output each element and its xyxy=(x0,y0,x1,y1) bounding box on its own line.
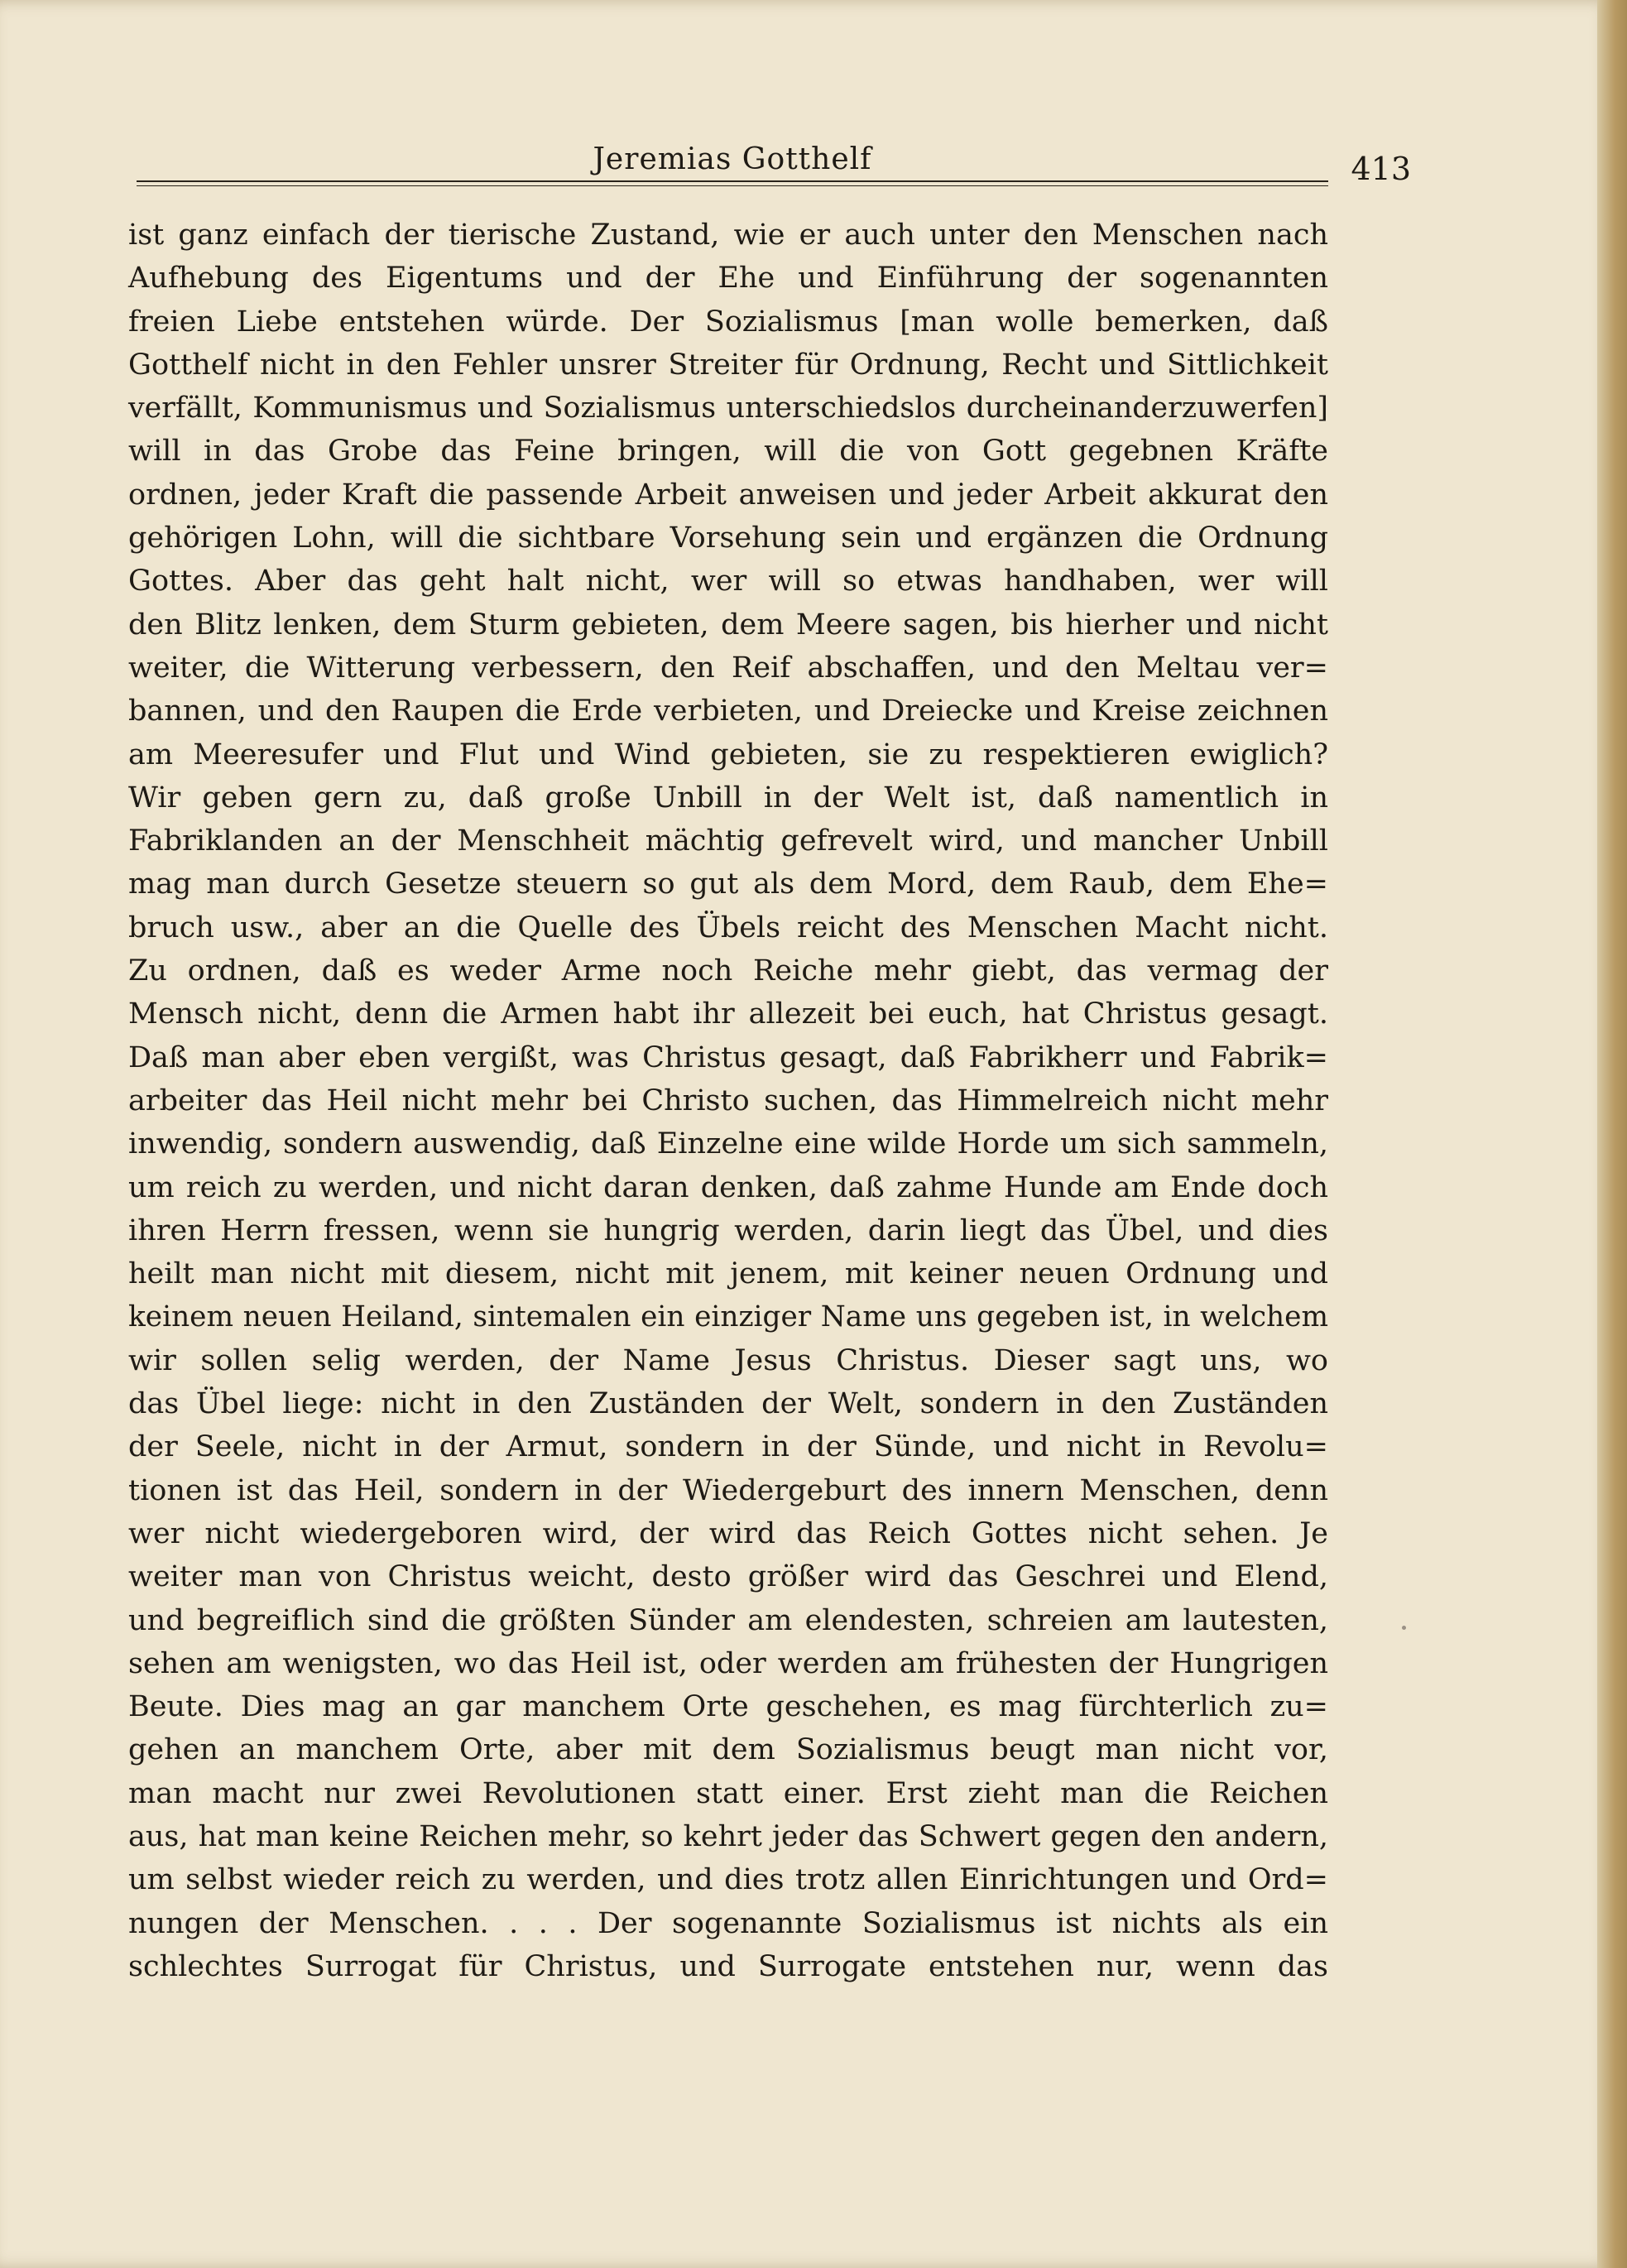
body-text xyxy=(128,214,1328,1988)
text-line: wir sollen selig werden, der Name Jesus Christus. Dieser sagt uns, wo xyxy=(128,1343,1328,1377)
text-line: Gottes. Aber das geht halt nicht, wer will so etwas handhaben, wer will xyxy=(128,565,1328,598)
text-line: Beute. Dies mag an gar manchem Orte geschehen, es mag fürchterlich zu= xyxy=(128,1690,1328,1724)
text-line: am Meeresufer und Flut und Wind gebieten, sie zu respektieren ewiglich? xyxy=(128,738,1328,771)
text-line: das Übel liege: nicht in den Zuständen der Welt, sondern in den Zuständen xyxy=(128,1387,1328,1421)
text-line: Aufhebung des Eigentums und der Ehe und Einführung der sogenannten xyxy=(128,262,1328,296)
text-line: keinem neuen Heiland, sintemalen ein einziger Name uns gegeben ist, in welchem xyxy=(128,1300,1328,1334)
text-line: ordnen, jeder Kraft die passende Arbeit anweisen und jeder Arbeit akkurat den xyxy=(128,478,1328,512)
header-rule xyxy=(137,180,1328,182)
text-line: tionen ist das Heil, sondern in der Wiedergeburt des innern Menschen, denn xyxy=(128,1473,1328,1507)
text-line: Fabriklanden an der Menschheit mächtig gefrevelt wird, und mancher Unbill xyxy=(128,824,1328,858)
text-line: Daß man aber eben vergißt, was Christus gesagt, daß Fabrikherr und Fabrik= xyxy=(128,1040,1328,1074)
text-line: Zu ordnen, daß es weder Arme noch Reiche mehr giebt, das vermag der xyxy=(128,954,1328,988)
page-edge xyxy=(1597,0,1627,2268)
page-number: 413 xyxy=(1351,151,1411,187)
text-line: weiter man von Christus weicht, desto größer wird das Geschrei und Elend, xyxy=(128,1560,1328,1594)
text-line: Wir geben gern zu, daß große Unbill in der Welt ist, daß namentlich in xyxy=(128,781,1328,814)
text-line: weiter, die Witterung verbessern, den Reif abschaffen, und den Meltau ver= xyxy=(128,651,1328,685)
text-line: um selbst wieder reich zu werden, und dies trotz allen Einrichtungen und Ord= xyxy=(128,1863,1328,1897)
text-line: gehen an manchem Orte, aber mit dem Sozialismus beugt man nicht vor, xyxy=(128,1733,1328,1767)
text-line: und begreiflich sind die größten Sünder am elendesten, schreien am lautesten, xyxy=(128,1603,1328,1637)
text-line: verfällt, Kommunismus und Sozialismus unterschiedslos durcheinanderzuwerfen] xyxy=(128,392,1328,425)
header-rule-thin xyxy=(137,185,1328,186)
text-line: will in das Grobe das Feine bringen, will die von Gott gegebnen Kräfte xyxy=(128,435,1328,468)
text-line: den Blitz lenken, dem Sturm gebieten, dem Meere sagen, bis hierher und nicht xyxy=(128,608,1328,641)
text-line: der Seele, nicht in der Armut, sondern in der Sünde, und nicht in Revolu= xyxy=(128,1430,1328,1464)
text-line: inwendig, sondern auswendig, daß Einzelne eine wilde Horde um sich sammeln, xyxy=(128,1127,1328,1161)
page-header xyxy=(137,142,1411,192)
text-line: bannen, und den Raupen die Erde verbieten, und Dreiecke und Kreise zeichnen xyxy=(128,694,1328,728)
text-line: Mensch nicht, denn die Armen habt ihr allezeit bei euch, hat Christus gesagt. xyxy=(128,997,1328,1031)
text-line: arbeiter das Heil nicht mehr bei Christo suchen, das Himmelreich nicht mehr xyxy=(128,1084,1328,1117)
text-line: wer nicht wiedergeboren wird, der wird das Reich Gottes nicht sehen. Je xyxy=(128,1516,1328,1550)
text-line: um reich zu werden, und nicht daran denken, daß zahme Hunde am Ende doch xyxy=(128,1170,1328,1204)
text-line: Gotthelf nicht in den Fehler unsrer Streiter für Ordnung, Recht und Sittlichkeit xyxy=(128,348,1328,382)
text-line: gehörigen Lohn, will die sichtbare Vorsehung sein und ergänzen die Ordnung xyxy=(128,521,1328,555)
text-line: aus, hat man keine Reichen mehr, so kehrt jeder das Schwert gegen den andern, xyxy=(128,1819,1328,1853)
text-line: freien Liebe entstehen würde. Der Sozialismus [man wolle bemerken, daß xyxy=(128,305,1328,339)
text-line: sehen am wenigsten, wo das Heil ist, oder werden am frühesten der Hungrigen xyxy=(128,1646,1328,1680)
text-line: nungen der Menschen. . . . Der sogenannte Sozialismus ist nichts als ein xyxy=(128,1906,1328,1940)
text-line: mag man durch Gesetze steuern so gut als dem Mord, dem Raub, dem Ehe= xyxy=(128,867,1328,901)
text-line: man macht nur zwei Revolutionen statt einer. Erst zieht man die Reichen xyxy=(128,1776,1328,1810)
text-line: ihren Herrn fressen, wenn sie hungrig werden, darin liegt das Übel, und dies xyxy=(128,1213,1328,1247)
text-line: schlechtes Surrogat für Christus, und Surrogate entstehen nur, wenn das xyxy=(128,1949,1328,1983)
running-title: Jeremias Gotthelf xyxy=(593,142,872,176)
text-line: bruch usw., aber an die Quelle des Übels reicht des Menschen Macht nicht. xyxy=(128,911,1328,944)
page-speck xyxy=(1402,1626,1406,1630)
text-line: ist ganz einfach der tierische Zustand, wie er auch unter den Menschen nach xyxy=(128,219,1328,252)
text-line: heilt man nicht mit diesem, nicht mit jenem, mit keiner neuen Ordnung und xyxy=(128,1257,1328,1291)
